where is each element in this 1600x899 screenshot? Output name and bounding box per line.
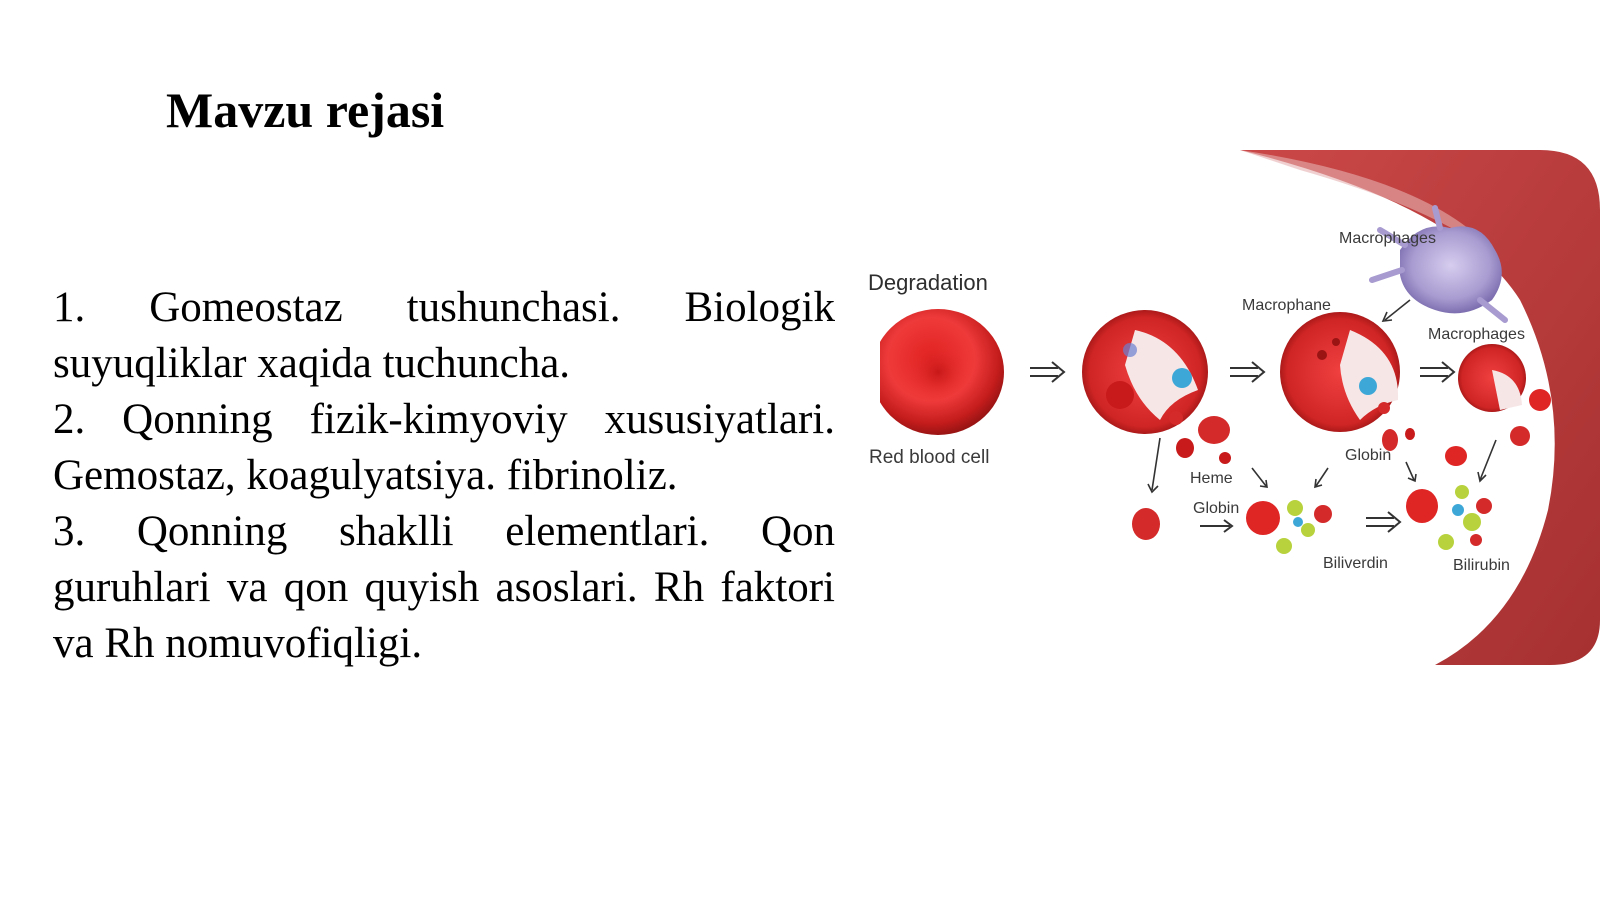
plan-item-3: 3. Qonning shaklli elementlari. Qon guruhlari va qon quyish asoslari. Rh faktori va Rh nomuvofiqligi. <box>53 508 835 667</box>
label-globin-left: Globin <box>1193 500 1240 517</box>
plan-list <box>53 280 835 672</box>
plan-item-2: 2. Qonning fizik-kimyoviy xususiyatlari. Gemostaz, koagulyatsiya. fibrinoliz. <box>53 396 835 499</box>
rbc-degradation-figure <box>868 150 1600 680</box>
degrading-cell-1 <box>1082 310 1208 434</box>
label-red-blood-cell: Red blood cell <box>869 447 990 468</box>
label-biliverdin: Biliverdin <box>1323 555 1388 572</box>
label-degradation: Degradation <box>868 270 988 295</box>
label-macrophane: Macrophane <box>1242 297 1331 314</box>
label-globin-mid: Globin <box>1345 447 1392 464</box>
rbc-degradation-illustration <box>880 150 1600 680</box>
label-macrophages-right: Macrophages <box>1428 326 1525 343</box>
red-blood-cell-icon <box>880 309 1004 435</box>
degrading-cell-3 <box>1458 344 1551 446</box>
bilirubin-cluster <box>1438 485 1492 550</box>
label-bilirubin: Bilirubin <box>1453 557 1510 574</box>
slide-title: Mavzu rejasi <box>166 82 445 138</box>
degrading-cell-2 <box>1280 312 1400 432</box>
label-macrophages-top: Macrophages <box>1339 230 1436 247</box>
plan-item-1: 1. Gomeostaz tushunchasi. Biologik suyuqliklar xaqida tuchuncha. <box>53 284 835 387</box>
label-heme: Heme <box>1190 470 1233 487</box>
biliverdin-cluster <box>1276 500 1332 554</box>
